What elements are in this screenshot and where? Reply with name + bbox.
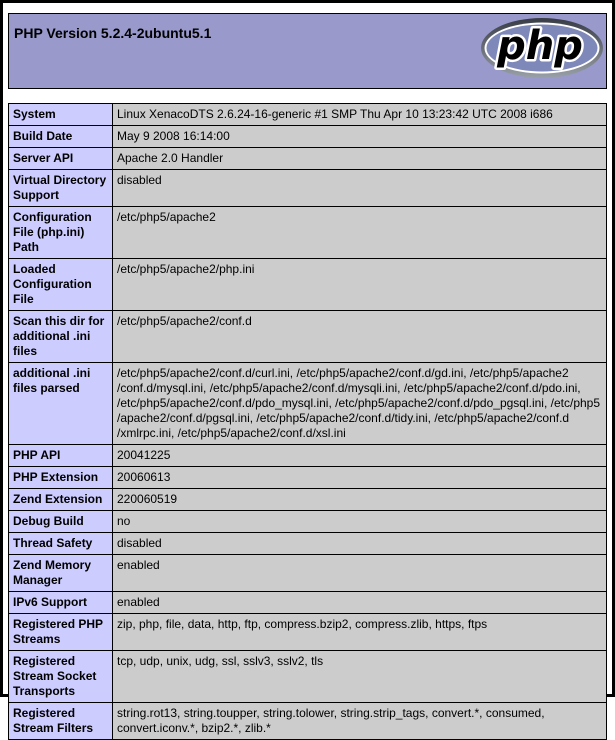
table-row [9,511,607,533]
row-value: May 9 2008 16:14:00 [113,126,607,148]
table-row [9,533,607,555]
row-value: 20041225 [113,445,607,467]
php-logo-text: php [497,23,583,69]
row-label: Registered PHP Streams [9,614,113,651]
info-table-body [9,104,607,740]
phpinfo-header [8,13,607,89]
row-value: no [113,511,607,533]
table-row [9,311,607,363]
row-label: Configuration File (php.ini) Path [9,207,113,259]
row-value: /etc​/php5​/apache2​/conf.d​/curl.ini, /etc​/php5​/apache2​/conf.d​/gd.ini, /etc​/php5​/apache2​/conf.d​/mysql.ini, /etc​/php5​/apache2​/conf.d​/mysqli.ini, /etc​/php5​/apache2​/conf.d​/pdo.ini, /etc​/php5​/apache2​/conf.d​/pdo_mysql.ini, /etc​/php5​/apache2​/conf.d​/pdo_pgsql.ini, /etc​/php5​/apache2​/conf.d​/pgsql.ini, /etc​/php5​/apache2​/conf.d​/tidy.ini, /etc​/php5​/apache2​/conf.d​/xmlrpc.ini, /etc​/php5​/apache2​/conf.d​/xsl.ini [113,363,607,445]
row-label: PHP Extension [9,467,113,489]
table-row [9,651,607,703]
row-value: enabled [113,592,607,614]
table-row [9,126,607,148]
row-value: disabled [113,170,607,207]
php-logo [480,17,604,79]
row-value: /etc​/php5​/apache2 [113,207,607,259]
row-value: tcp, udp, unix, udg, ssl, sslv3, sslv2, tls [113,651,607,703]
row-label: Scan this dir for additional .ini files [9,311,113,363]
row-label: Thread Safety [9,533,113,555]
row-value: zip, php, file, data, http, ftp, compress.bzip2, compress.zlib, https, ftps [113,614,607,651]
phpinfo-table [8,103,607,740]
row-value: 220060519 [113,489,607,511]
table-row [9,703,607,740]
row-label: Zend Memory Manager [9,555,113,592]
row-label: Loaded Configuration File [9,259,113,311]
table-row [9,445,607,467]
page-title: PHP Version 5.2.4-2ubuntu5.1 [14,25,212,41]
row-value: enabled [113,555,607,592]
table-row [9,207,607,259]
table-row [9,363,607,445]
table-row [9,555,607,592]
table-row [9,170,607,207]
table-row [9,148,607,170]
table-row [9,467,607,489]
row-value: string.rot13, string.toupper, string.tolower, string.strip_tags, convert.*, consumed, convert.iconv.*, bzip2.*, zlib.* [113,703,607,740]
row-value: 20060613 [113,467,607,489]
row-label: Build Date [9,126,113,148]
row-label: Registered Stream Filters [9,703,113,740]
table-row [9,614,607,651]
row-value: /etc​/php5​/apache2​/php.ini [113,259,607,311]
row-label: System [9,104,113,126]
row-value: Apache 2.0 Handler [113,148,607,170]
row-label: PHP API [9,445,113,467]
row-label: IPv6 Support [9,592,113,614]
row-label: Virtual Directory Support [9,170,113,207]
row-label: Zend Extension [9,489,113,511]
table-row [9,489,607,511]
row-label: Registered Stream Socket Transports [9,651,113,703]
row-value: disabled [113,533,607,555]
table-row [9,592,607,614]
table-row [9,104,607,126]
row-label: Server API [9,148,113,170]
table-row [9,259,607,311]
row-label: additional .ini files parsed [9,363,113,445]
row-value: Linux XenacoDTS 2.6.24-16-generic #1 SMP Thu Apr 10 13:23:42 UTC 2008 i686 [113,104,607,126]
row-label: Debug Build [9,511,113,533]
row-value: /etc​/php5​/apache2​/conf.d [113,311,607,363]
